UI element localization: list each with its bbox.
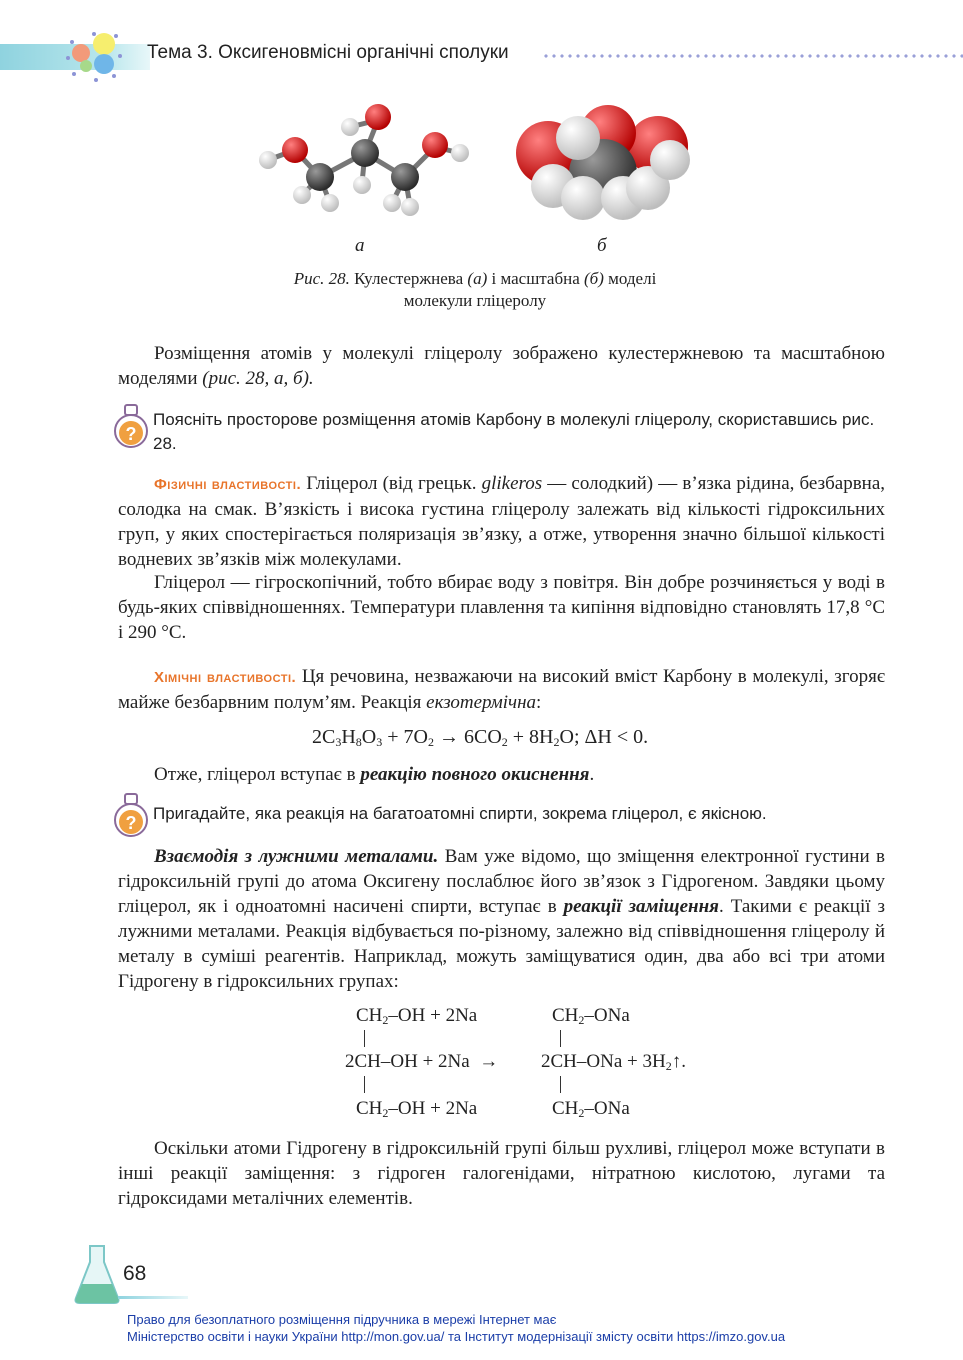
footer-line-2: Міністерство освіти і науки України http://mon.gov.ua/ та Інститут модернізації змісту освіти https://imzo.gov.ua xyxy=(127,1329,786,1344)
bond-line xyxy=(364,1030,365,1047)
chemical-properties-heading: Хімічні властивості. xyxy=(154,669,297,686)
alkali-metals-heading: Взаємодія з лужними металами. xyxy=(154,846,439,867)
topic-title: Тема 3. Оксигеновмісні органічні сполуки xyxy=(147,42,509,63)
page-number-underline xyxy=(118,1296,188,1299)
ball-and-stick-model-image xyxy=(250,95,480,225)
figure-caption: Рис. 28. Кулестержнева (а) і масштабна (б) моделі молекули гліцеролу xyxy=(293,269,657,310)
question-1: Поясніть просторове розміщення атомів Карбону в молекулі гліцеролу, скориставшись рис. 28. xyxy=(153,410,875,453)
bond-line xyxy=(560,1030,561,1047)
page-number: 68 xyxy=(123,1262,147,1285)
bond-line xyxy=(560,1076,561,1093)
question-2: Пригадайте, яка реакція на багатоатомні спирти, зокрема гліцерол, є якісною. xyxy=(153,804,767,823)
reactant-row-1: $CH_2-OH + 2Na$ xyxy=(356,1005,478,1027)
bond-line xyxy=(364,1076,365,1093)
figure-label-a: а xyxy=(355,235,365,256)
reactant-row-3: $CH_2-OH + 2Na$ xyxy=(356,1098,478,1120)
physical-properties-heading: Фізичні властивості. xyxy=(154,476,302,493)
svg-text:?: ? xyxy=(125,813,137,833)
header-dots-logo xyxy=(64,28,126,86)
paragraph-physical-properties: Фізичні властивості. Гліцерол (від грецьк. glikeros — солодкий) — в’язка рідина, безбарвна, солодка на смак. В’язкість і висока густина гліцеролу залежать від кількості гідроксильних груп, у яких спостерігається поляризація зв’язку, а отже, утворення значно більшої кількості водневих зв’язків між молекулами. xyxy=(118,473,886,570)
product-row-2: $2CH-ONa + 3H_2↑$. xyxy=(541,1051,686,1073)
question-flask-icon xyxy=(112,403,150,449)
combustion-equation: $2C_3H_8O_3 + 7O_2 \to 6CO_2 + 8H_2O$; ΔH < 0. xyxy=(312,726,649,749)
paragraph-hygroscopic: Гліцерол — гігроскопічний, тобто вбирає воду з повітря. Він добре розчиняється у воді в будь-яких співвідношеннях. Температури плавлення та кипіння відповідно становлять 17,8 °С і 290 °С. xyxy=(118,572,885,643)
paragraph-substitution: Оскільки атоми Гідрогену в гідроксильній групі більш рухливі, гліцерол може вступати в інші реакції заміщення: з гідроген галогенідами, нітратною кислотою, лугами та гідроксидами металічних елементів. xyxy=(118,1138,885,1209)
paragraph-alkali-metals: Взаємодія з лужними металами. Вам уже відомо, що зміщення електронної густини в гідроксильній групі до атома Оксигену послаблює його зв’язок з Гідрогеном. Завдяки цьому гліцерол, як і одноатомні насичені спирти, вступає в реакції заміщення. Такими є реакції з лужними металами. Реакція відбувається по-різному, залежно від співвідношення гліцеролу й металу в суміші реагентів. Наприклад, можуть заміщуватися один, два або всі три атоми Гідрогену в гідроксильних групах: xyxy=(118,846,886,992)
paragraph-oxidation: Отже, гліцерол вступає в реакцію повного окиснення. xyxy=(154,764,595,785)
reactant-row-2: 2CH–OH + 2Na → xyxy=(345,1051,499,1072)
paragraph-chemical-properties: Хімічні властивості. Ця речовина, незважаючи на високий вміст Карбону в молекулі, згоряє майже безбарвним полум’ям. Реакція екзотермічна: xyxy=(118,666,885,713)
product-row-1: $CH_2$–ONa xyxy=(552,1005,630,1027)
footer-line-1: Право для безоплатного розміщення підручника в мережі Інтернет має xyxy=(127,1312,557,1327)
flask-icon xyxy=(72,1244,122,1304)
figure-label-b: б xyxy=(597,235,607,256)
product-row-3: $CH_2$–ONa xyxy=(552,1098,630,1120)
question-flask-icon xyxy=(112,792,150,838)
svg-text:?: ? xyxy=(125,424,137,444)
header-dotted-line xyxy=(542,54,963,58)
paragraph-models: Розміщення атомів у молекулі гліцеролу зображено кулестержневою та масштабною моделями (рис. 28, а, б). xyxy=(118,343,885,389)
space-filling-model-image xyxy=(508,98,698,228)
